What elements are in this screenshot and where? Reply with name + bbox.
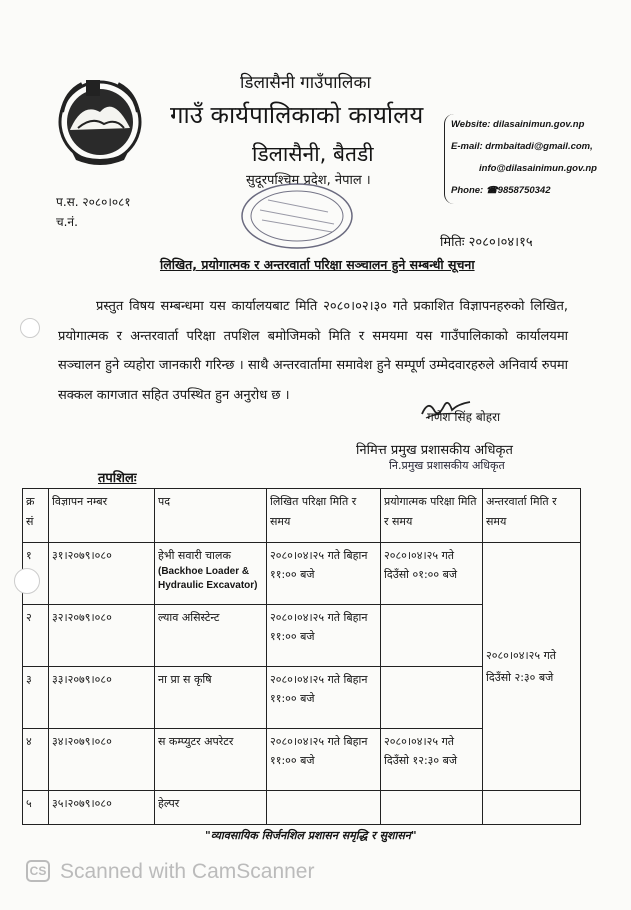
header-practical: प्रयोगात्मक परिक्षा मिति र समय (381, 489, 483, 543)
motto-text: "व्यावसायिक सिर्जनशिल प्रशासन समृद्धि र सुशासन" (205, 829, 417, 842)
notice-subject: लिखित, प्रयोगात्मक र अन्तरवार्ता परिक्षा सञ्चालन हुने सम्बन्धी सूचना (160, 257, 475, 272)
notice-date: मितिः २०८०।०४।१५ (440, 235, 533, 250)
office-title: गाउँ कार्यपालिकाको कार्यालय (170, 101, 424, 129)
row-post (155, 543, 267, 605)
signatory-designation: निमित्त प्रमुख प्रशासकीय अधिकृत (356, 443, 513, 458)
row-practical (381, 605, 483, 667)
punch-hole (14, 568, 40, 594)
table-header-row (23, 489, 581, 543)
row-practical: २०८०।०४।२५ गते दिउँसो ०१:०० बजे (381, 543, 483, 605)
row-written: २०८०।०४।२५ गते बिहान ११:०० बजे (267, 667, 381, 729)
contact-block (444, 114, 623, 204)
interview-datetime: २०८०।०४।२५ गते दिउँसो २:३० बजे (483, 543, 581, 791)
header-interview: अन्तरवार्ता मिति र समय (483, 489, 581, 543)
exam-schedule-table (22, 488, 581, 825)
header-post: पद (155, 489, 267, 543)
municipality-name: डिलासैनी गाउँपालिका (240, 73, 371, 93)
camscanner-logo-icon: CS (26, 860, 50, 882)
row-ad-no: ३४।२०७९।०८० (49, 729, 155, 791)
row-ad-no: ३२।२०७९।०८० (49, 605, 155, 667)
row-sn: ३ (23, 667, 49, 729)
row-post: स कम्प्युटर अपरेटर (155, 729, 267, 791)
row-post: ना प्रा स कृषि (155, 667, 267, 729)
row-written: २०८०।०४।२५ गते बिहान ११:०० बजे (267, 729, 381, 791)
row-practical (381, 667, 483, 729)
row-sn: ४ (23, 729, 49, 791)
punch-hole (20, 318, 40, 338)
dispatch-number: च.नं. (56, 215, 78, 229)
post-name-english: (Backhoe Loader & Hydraulic Excavator) (158, 566, 258, 591)
row-ad-no: ३१।२०७९।०८० (49, 543, 155, 605)
office-location: डिलासैनी, बैतडी (252, 142, 374, 166)
email-text: E-mail: drmbaitadi@gmail.com, (451, 141, 593, 152)
municipality-emblem-logo (52, 72, 148, 166)
row-sn: २ (23, 605, 49, 667)
notice-body: प्रस्तुत विषय सम्बन्धमा यस कार्यालयबाट मिति २०८०।०२।३० गते प्रकाशित विज्ञापनहरुको लिखित, प्रयोगात्मक र अन्तरवार्ता परिक्षा तपशिल बमोजिमको मिति र समयमा यस गाउँपालिकाको कार्यालयमा सञ्चालन हुने व्यहोरा जानकारी गरिन्छ । साथै अन्तरवार्तामा समावेश हुने सम्पूर्ण उम्मेदवारहरुले अनिवार्य रुपमा सक्कल कागजात सहित उपस्थित हुन अनुरोध छ । (58, 299, 568, 403)
row-ad-no: ३३।२०७९।०८० (49, 667, 155, 729)
header-ad-no: विज्ञापन नम्बर (49, 489, 155, 543)
table-row (23, 791, 581, 825)
post-name: हेभी सवारी चालक (158, 549, 231, 562)
row-written (267, 791, 381, 825)
camscanner-watermark: Scanned with CamScanner (60, 860, 315, 883)
phone-text: Phone: ☎9858750342 (451, 185, 551, 196)
row-ad-no: ३५।२०७९।०८० (49, 791, 155, 825)
row-interview (483, 791, 581, 825)
fiscal-year-ref: प.स. २०८०।०८१ (56, 195, 131, 209)
header-sn: क्र सं (23, 489, 49, 543)
row-post: हेल्पर (155, 791, 267, 825)
office-province: सुदूरपश्चिम प्रदेश, नेपाल । (246, 173, 371, 188)
office-stamp-seal (238, 180, 356, 252)
signatory-name: गणेश सिंह बोहरा (427, 410, 501, 424)
table-row (23, 543, 581, 605)
website-text: Website: dilasainimun.gov.np (451, 119, 585, 130)
designation-stamp: नि.प्रमुख प्रशासकीय अधिकृत (389, 459, 505, 472)
row-post: ल्याव असिस्टेन्ट (155, 605, 267, 667)
email-text-2: info@dilasainimun.gov.np (479, 163, 597, 174)
row-written: २०८०।०४।२५ गते बिहान ११:०० बजे (267, 543, 381, 605)
row-practical: २०८०।०४।२५ गते दिउँसो १२:३० बजे (381, 729, 483, 791)
schedule-label: तपशिलः (98, 471, 137, 486)
header-written: लिखित परिक्षा मिति र समय (267, 489, 381, 543)
row-written: २०८०।०४।२५ गते बिहान ११:०० बजे (267, 605, 381, 667)
row-practical (381, 791, 483, 825)
row-sn: १ (23, 543, 49, 605)
row-sn: ५ (23, 791, 49, 825)
